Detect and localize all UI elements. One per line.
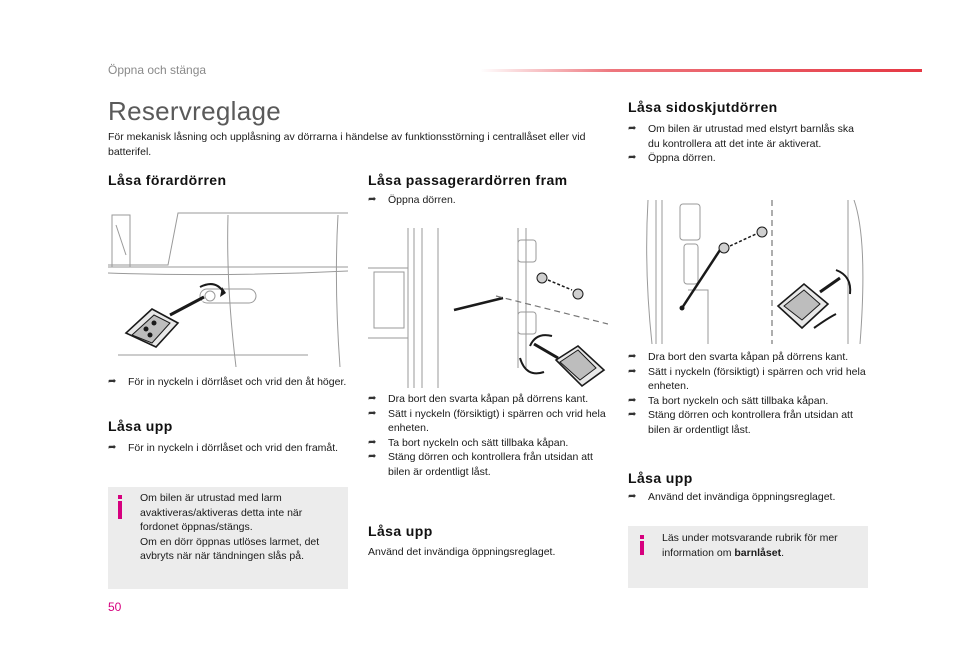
list-item: ➦ Öppna dörren.: [368, 194, 456, 206]
arrow-bullet-icon: ➦: [628, 152, 637, 163]
arrow-bullet-icon: ➦: [628, 394, 637, 406]
alarm-info-text: Om bilen är utrustad med larm avaktiveras/aktiveras detta inte när fordonet öppnas/stängs. Om en dörr öppnas utlöses larmet, det avbryts när när tändningen slås på.: [140, 492, 320, 562]
unlock-driver-steps: [108, 441, 348, 456]
list-item: ➦ Dra bort den svarta kåpan på dörrens kant.: [628, 351, 849, 363]
illustration-driver-door-key: [108, 205, 348, 367]
illustration-passenger-door-latch: [368, 228, 608, 388]
sliding-door-drawing: [628, 200, 868, 344]
info-icon: [640, 535, 644, 539]
list-item: ➦ Öppna dörren.: [628, 152, 716, 164]
list-item: ➦ Ta bort nyckeln och sätt tillbaka kåpan.: [368, 436, 569, 449]
list-item: ➦ Sätt i nyckeln (försiktigt) i spärren och vrid hela enheten.: [368, 407, 606, 434]
arrow-bullet-icon: ➦: [108, 442, 117, 453]
illustration-sliding-door-latch: [628, 200, 868, 344]
arrow-bullet-icon: ➦: [368, 407, 377, 419]
driver-door-drawing: [108, 205, 348, 367]
child-lock-info-text: Läs under motsvarande rubrik för mer information om barnlåset.: [662, 532, 838, 559]
sliding-pre-steps: [628, 122, 868, 166]
passenger-door-drawing: [368, 228, 608, 388]
list-item: ➦ Dra bort den svarta kåpan på dörrens kant.: [368, 393, 589, 405]
list-item: ➦ Använd det invändiga öppningsreglaget.: [628, 491, 836, 503]
arrow-bullet-icon: ➦: [628, 351, 637, 362]
list-item: ➦ Sätt i nyckeln (försiktigt) i spärren och vrid hela enheten.: [628, 365, 866, 392]
list-item: ➦ Ta bort nyckeln och sätt tillbaka kåpan.: [628, 394, 829, 407]
page-title: Reservreglage: [108, 96, 281, 126]
arrow-bullet-icon: ➦: [628, 491, 637, 502]
key-fob: [534, 344, 604, 386]
header-rule: [480, 69, 922, 72]
passenger-pre-steps: [368, 193, 608, 208]
page-number: 50: [108, 600, 122, 614]
child-lock-link-text: barnlåset: [734, 546, 782, 559]
list-item: ➦ Stäng dörren och kontrollera från utsidan att bilen är ordentligt låst.: [628, 409, 853, 436]
arrow-bullet-icon: ➦: [368, 451, 377, 462]
info-icon: [118, 495, 122, 499]
list-item: ➦ Stäng dörren och kontrollera från utsidan att bilen är ordentligt låst.: [368, 451, 593, 478]
driver-door-steps: [108, 375, 348, 390]
arrow-bullet-icon: ➦: [368, 393, 377, 404]
heading-lock-passenger-door: Låsa passagerardörren fram: [368, 172, 568, 188]
arrow-bullet-icon: ➦: [368, 194, 377, 205]
unlock-sliding-steps: [628, 490, 868, 505]
section-header: Öppna och stänga: [108, 63, 207, 77]
list-item: ➦ Om bilen är utrustad med elstyrt barnlås ska du kontrollera att det inte är aktiverat.: [628, 123, 855, 150]
passenger-door-steps: [368, 392, 610, 479]
arrow-bullet-icon: ➦: [628, 409, 637, 420]
heading-lock-driver-door: Låsa förardörren: [108, 172, 227, 188]
arrow-bullet-icon: ➦: [108, 376, 117, 387]
key-fob: [126, 297, 206, 347]
unlock-passenger-text: Använd det invändiga öppningsreglaget.: [368, 546, 556, 558]
alarm-info-box: [108, 487, 348, 589]
heading-unlock-sliding: Låsa upp: [628, 470, 693, 486]
intro-text: För mekanisk låsning och upplåsning av dörrarna i händelse av funktionsstörning i centrallåset eller vid batterifel.: [108, 131, 586, 158]
sliding-door-steps: [628, 350, 870, 437]
arrow-bullet-icon: ➦: [628, 365, 637, 377]
heading-lock-sliding-door: Låsa sidoskjutdörren: [628, 99, 778, 115]
heading-unlock-driver: Låsa upp: [108, 418, 173, 434]
child-lock-info-box: [628, 526, 868, 588]
arrow-bullet-icon: ➦: [368, 436, 377, 448]
list-item: ➦ För in nyckeln i dörrlåset och vrid den framåt.: [108, 442, 339, 454]
key-fob: [778, 278, 840, 328]
list-item: ➦ För in nyckeln i dörrlåset och vrid den åt höger.: [108, 376, 347, 388]
arrow-bullet-icon: ➦: [628, 123, 637, 134]
heading-unlock-passenger: Låsa upp: [368, 523, 433, 539]
